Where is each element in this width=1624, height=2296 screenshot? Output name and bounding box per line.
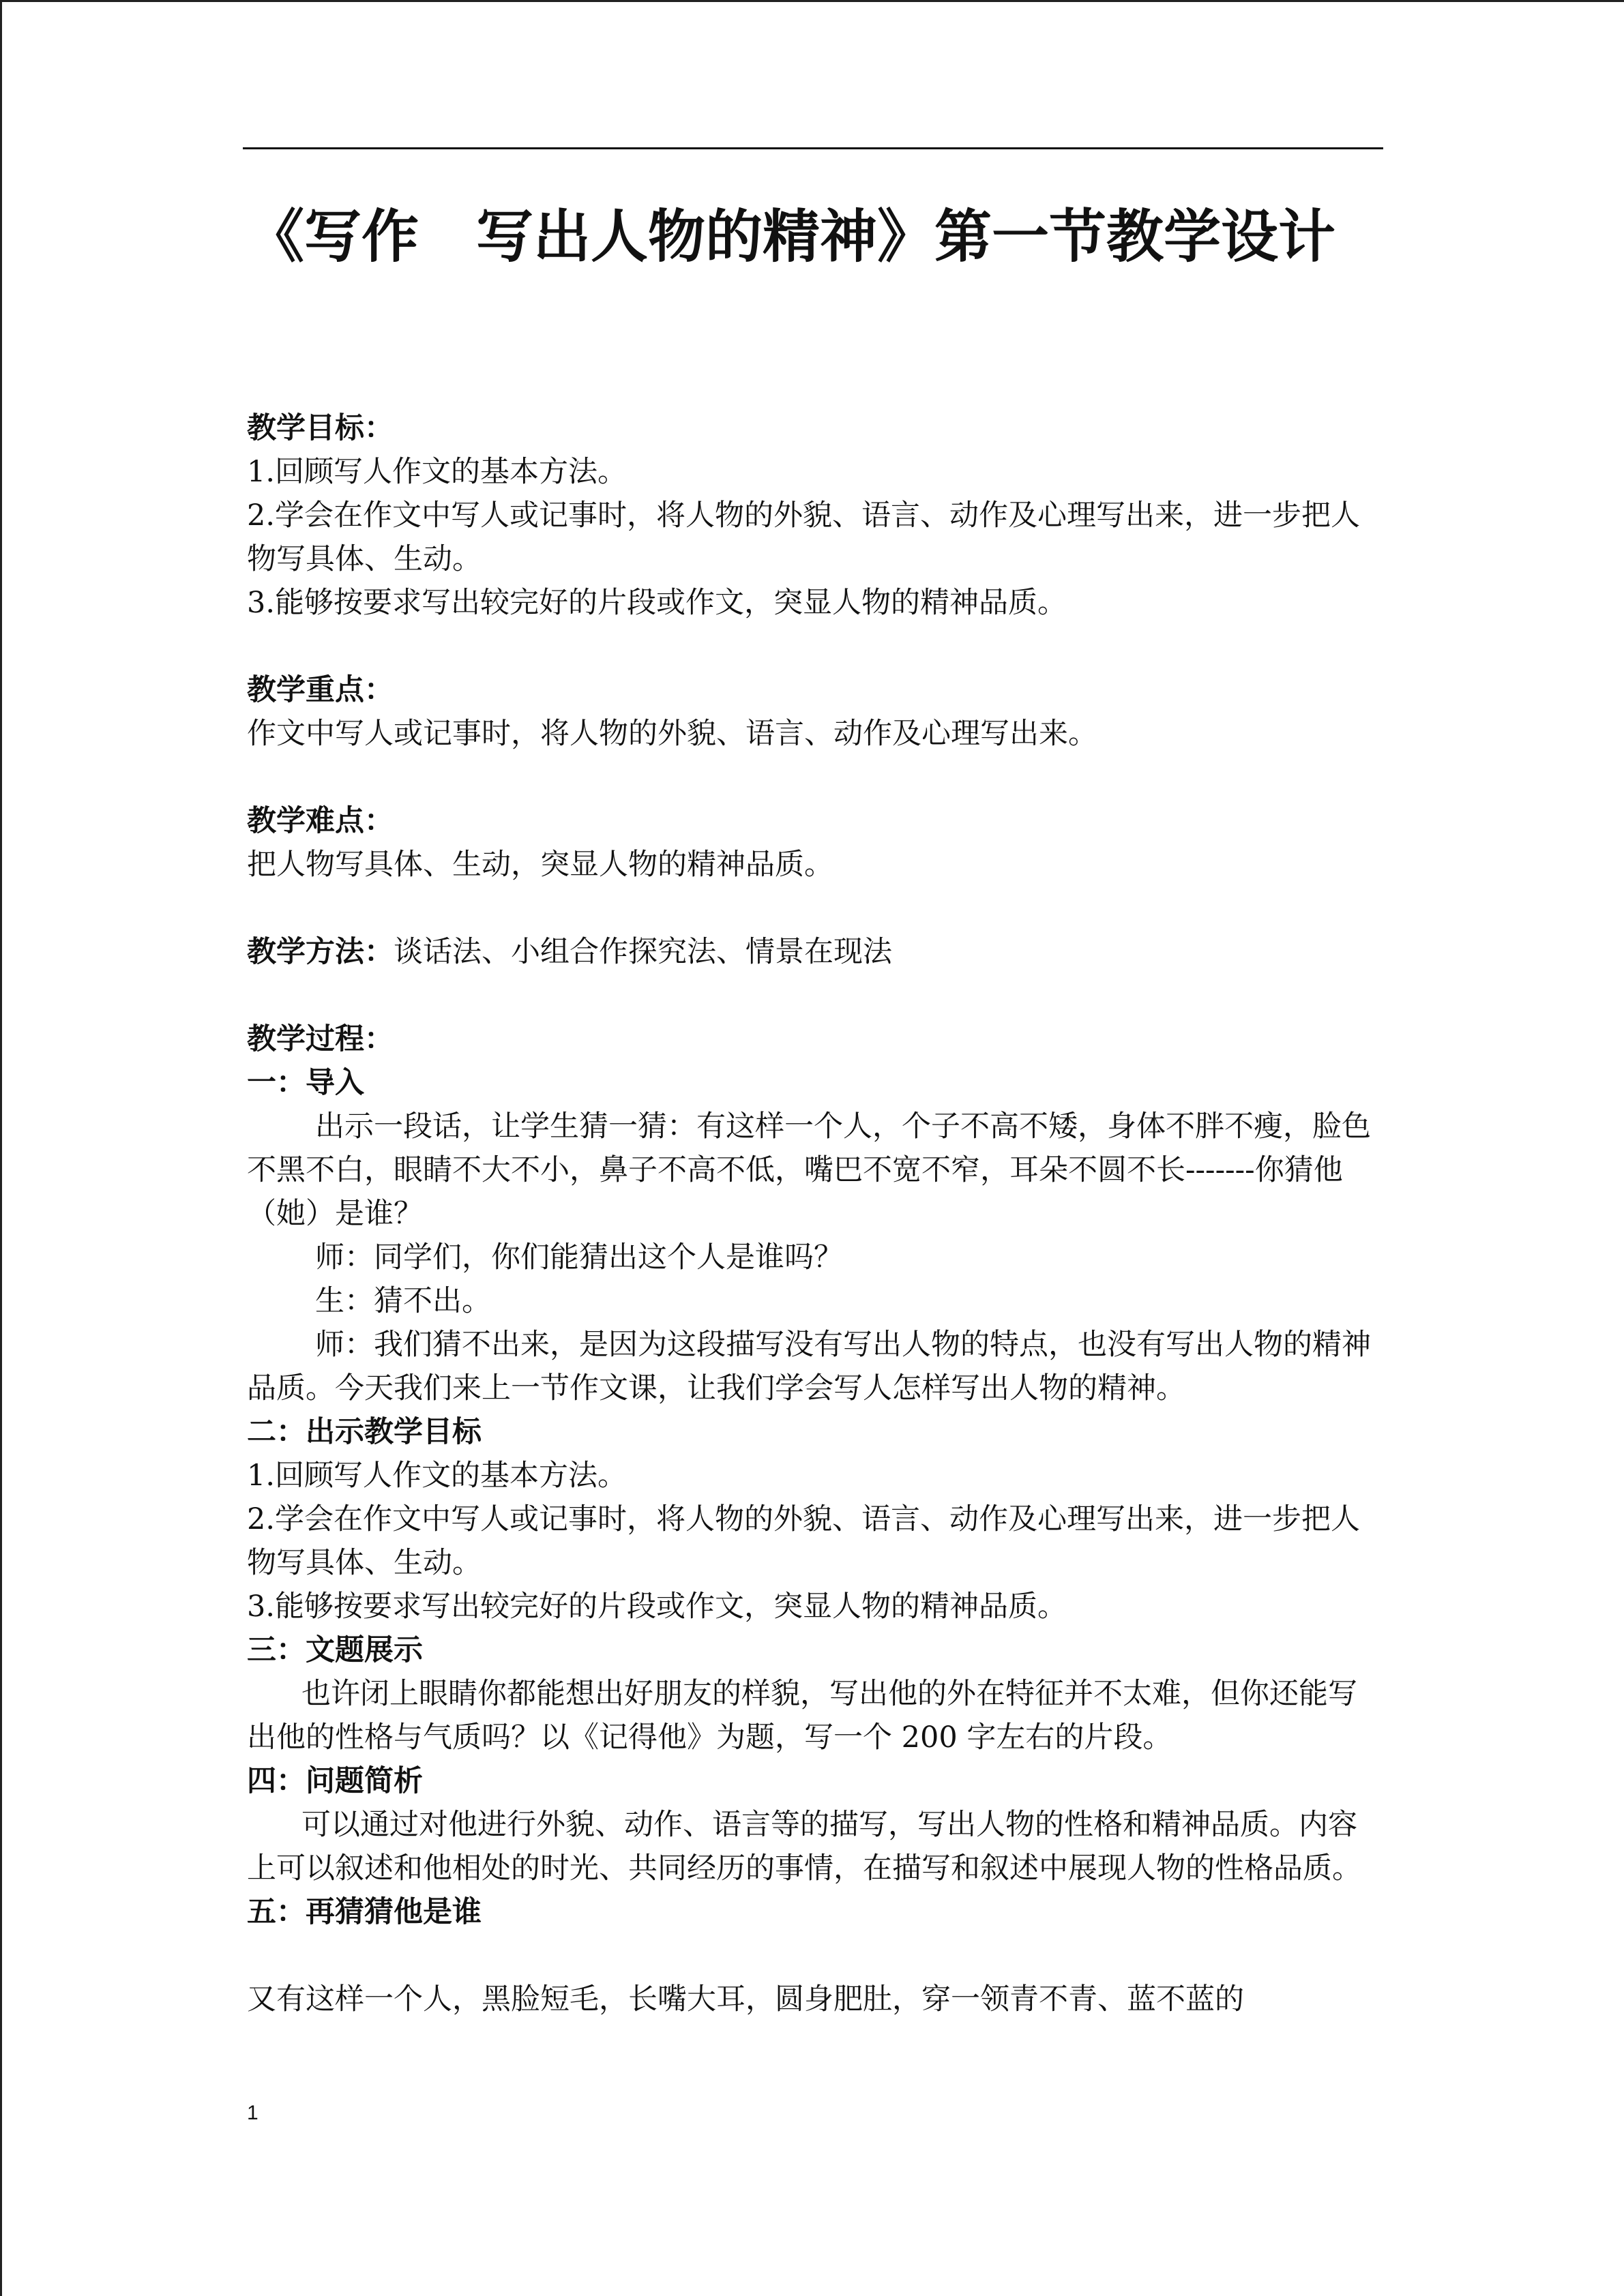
objective-item: 1.回顾写人作文的基本方法。	[247, 455, 628, 489]
paragraph: 师：同学们，你们能猜出这个人是谁吗？	[315, 1240, 843, 1274]
document-body	[247, 406, 1379, 2021]
process-section	[247, 1017, 1379, 2021]
difficulty-text: 把人物写具体、生动，突显人物的精神品质。	[247, 848, 833, 882]
section-heading-intro: 一：导入	[247, 1066, 364, 1100]
spacer	[247, 756, 1379, 799]
paragraph: 又有这样一个人，黑脸短毛，长嘴大耳，圆身肥肚，穿一领青不青、蓝不蓝的	[247, 1982, 1244, 2016]
paragraph: 师：我们猜不出来，是因为这段描写没有写出人物的特点，也没有写出人物的精神品质。今天我们来上一节作文课，让我们学会写人怎样写出人物的精神。	[247, 1328, 1371, 1405]
objectives-heading: 教学目标：	[247, 411, 394, 445]
method-text: 谈话法、小组合作探究法、情景在现法	[394, 935, 892, 969]
objective-item: 2.学会在作文中写人或记事时，将人物的外貌、语言、动作及心理写出来，进一步把人物写具体、生动。	[247, 1502, 1361, 1580]
paragraph: 出示一段话，让学生猜一猜：有这样一个人，个子不高不矮，身体不胖不瘦，脸色不黑不白，眼睛不大不小，鼻子不高不低，嘴巴不宽不窄，耳朵不圆不长-------你猜他（她）是谁？	[247, 1109, 1371, 1231]
section-heading-topic: 三：文题展示	[247, 1633, 423, 1667]
page-number: 1	[247, 2102, 259, 2124]
objective-item: 2.学会在作文中写人或记事时，将人物的外貌、语言、动作及心理写出来，进一步把人物写具体、生动。	[247, 498, 1361, 576]
difficulty-heading: 教学难点：	[247, 804, 394, 838]
spacer	[247, 625, 1379, 668]
objectives-section	[247, 406, 1379, 625]
process-heading: 教学过程：	[247, 1022, 394, 1056]
key-point-section	[247, 668, 1379, 756]
spacer	[247, 886, 1379, 930]
section-heading-analysis: 四：问题简析	[247, 1764, 423, 1798]
objective-item: 1.回顾写人作文的基本方法。	[247, 1459, 628, 1493]
page-border-left	[0, 0, 2, 2296]
method-line	[247, 930, 1379, 974]
section-heading-objectives: 二：出示教学目标	[247, 1415, 482, 1449]
paragraph: 生：猜不出。	[315, 1284, 491, 1318]
objective-item: 3.能够按要求写出较完好的片段或作文，突显人物的精神品质。	[247, 586, 1067, 620]
key-point-heading: 教学重点：	[247, 673, 394, 707]
page-border-top	[0, 0, 1624, 2]
difficulty-section	[247, 799, 1379, 886]
spacer	[247, 974, 1379, 1017]
key-point-text: 作文中写人或记事时，将人物的外貌、语言、动作及心理写出来。	[247, 717, 1097, 751]
method-heading: 教学方法：	[247, 935, 394, 969]
spacer	[247, 1934, 1379, 1978]
paragraph: 可以通过对他进行外貌、动作、语言等的描写，写出人物的性格和精神品质。内容上可以叙述和他相处的时光、共同经历的事情，在描写和叙述中展现人物的性格品质。	[247, 1808, 1361, 1885]
document-title: 《写作 写出人物的精神》第一节教学设计	[247, 203, 1336, 270]
objective-item: 3.能够按要求写出较完好的片段或作文，突显人物的精神品质。	[247, 1590, 1067, 1624]
header-rule	[243, 147, 1383, 149]
section-heading-guess-again: 五：再猜猜他是谁	[247, 1895, 482, 1929]
paragraph: 也许闭上眼睛你都能想出好朋友的样貌，写出他的外在特征并不太难，但你还能写出他的性格与气质吗？以《记得他》为题，写一个 200 字左右的片段。	[247, 1677, 1357, 1755]
